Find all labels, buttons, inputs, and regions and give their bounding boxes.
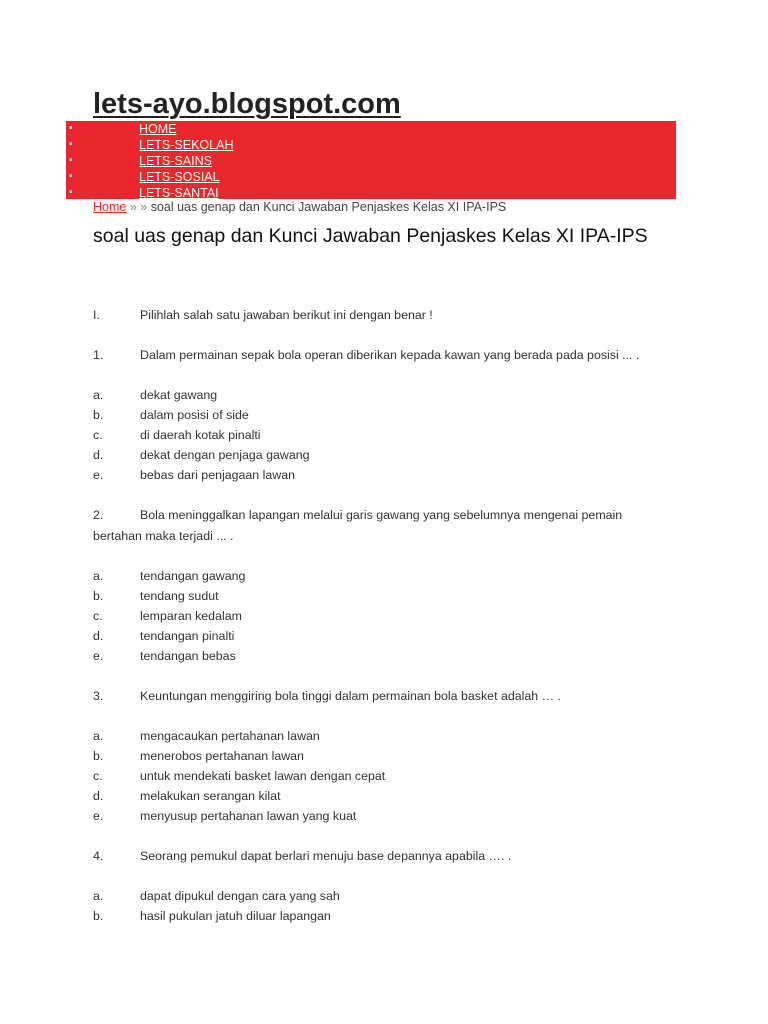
bullet-icon: • (69, 187, 73, 198)
post-title: soal uas genap dan Kunci Jawaban Penjaskes Kelas XI IPA-IPS (93, 225, 648, 247)
site-title[interactable]: lets-ayo.blogspot.com (93, 88, 401, 120)
option-letter: c. (93, 428, 103, 442)
breadcrumb-current: soal uas genap dan Kunci Jawaban Penjaskes Kelas XI IPA-IPS (150, 200, 507, 214)
option-text: dapat dipukul dengan cara yang sah (140, 889, 340, 903)
option-letter: e. (93, 809, 104, 823)
option-text: dalam posisi of side (140, 408, 249, 422)
bullet-icon: • (69, 139, 73, 150)
option-text: di daerah kotak pinalti (140, 428, 261, 442)
option-letter: d. (93, 448, 104, 462)
question-text: Keuntungan menggiring bola tinggi dalam permainan bola basket adalah … . (140, 689, 561, 703)
bullet-icon: • (69, 155, 73, 166)
breadcrumb (93, 199, 506, 215)
nav-item-home (66, 121, 676, 137)
option-text: melakukan serangan kilat (140, 789, 281, 803)
option-text: untuk mendekati basket lawan dengan cepat (140, 769, 386, 783)
option-letter: c. (93, 609, 103, 623)
nav-item-lets-sosial (66, 169, 676, 185)
option-text: menyusup pertahanan lawan yang kuat (140, 809, 357, 823)
option-text: lemparan kedalam (140, 609, 242, 623)
breadcrumb-home-link[interactable]: Home (93, 200, 127, 214)
option-text: dekat dengan penjaga gawang (140, 448, 310, 462)
option-letter: a. (93, 889, 104, 903)
option-text: tendangan pinalti (140, 629, 235, 643)
option-letter: e. (93, 649, 104, 663)
nav-link-lets-sekolah[interactable]: LETS-SEKOLAH (139, 138, 234, 152)
option-letter: b. (93, 589, 104, 603)
option-text: tendangan gawang (140, 569, 246, 583)
option-letter: b. (93, 909, 104, 923)
option-letter: e. (93, 468, 104, 482)
breadcrumb-separator: » (140, 200, 148, 214)
option-letter: a. (93, 388, 104, 402)
option-letter: d. (93, 629, 104, 643)
question-text-continuation: bertahan maka terjadi ... . (93, 529, 234, 543)
question-number: 4. (93, 849, 104, 863)
question-number: 2. (93, 508, 104, 522)
nav-item-lets-sekolah (66, 137, 676, 153)
breadcrumb-separator: » (129, 200, 137, 214)
option-letter: d. (93, 789, 104, 803)
instruction-text: Pilihlah salah satu jawaban berikut ini dengan benar ! (140, 308, 433, 322)
bullet-icon: • (69, 123, 73, 134)
option-letter: a. (93, 569, 104, 583)
option-text: mengacaukan pertahanan lawan (140, 729, 320, 743)
nav-link-lets-santai[interactable]: LETS-SANTAI (139, 186, 219, 200)
nav-list (66, 121, 676, 201)
option-letter: a. (93, 729, 104, 743)
option-letter: b. (93, 749, 104, 763)
question-number: 3. (93, 689, 104, 703)
nav-link-lets-sains[interactable]: LETS-SAINS (139, 154, 212, 168)
option-letter: b. (93, 408, 104, 422)
option-letter: c. (93, 769, 103, 783)
option-text: hasil pukulan jatuh diluar lapangan (140, 909, 331, 923)
option-text: tendangan bebas (140, 649, 236, 663)
instruction-number: I. (93, 308, 100, 322)
question-number: 1. (93, 348, 104, 362)
nav-link-lets-sosial[interactable]: LETS-SOSIAL (139, 170, 220, 184)
main-nav (66, 121, 676, 199)
option-text: tendang sudut (140, 589, 219, 603)
question-text: Seorang pemukul dapat berlari menuju base depannya apabila …. . (140, 849, 512, 863)
bullet-icon: • (69, 171, 73, 182)
question-text: Bola meninggalkan lapangan melalui garis gawang yang sebelumnya mengenai pemain (140, 508, 623, 522)
option-text: bebas dari penjagaan lawan (140, 468, 296, 482)
option-text: menerobos pertahanan lawan (140, 749, 304, 763)
nav-item-lets-sains (66, 153, 676, 169)
option-text: dekat gawang (140, 388, 218, 402)
question-text: Dalam permainan sepak bola operan diberikan kepada kawan yang berada pada posisi ... . (140, 348, 640, 362)
nav-link-home[interactable]: HOME (139, 122, 177, 136)
